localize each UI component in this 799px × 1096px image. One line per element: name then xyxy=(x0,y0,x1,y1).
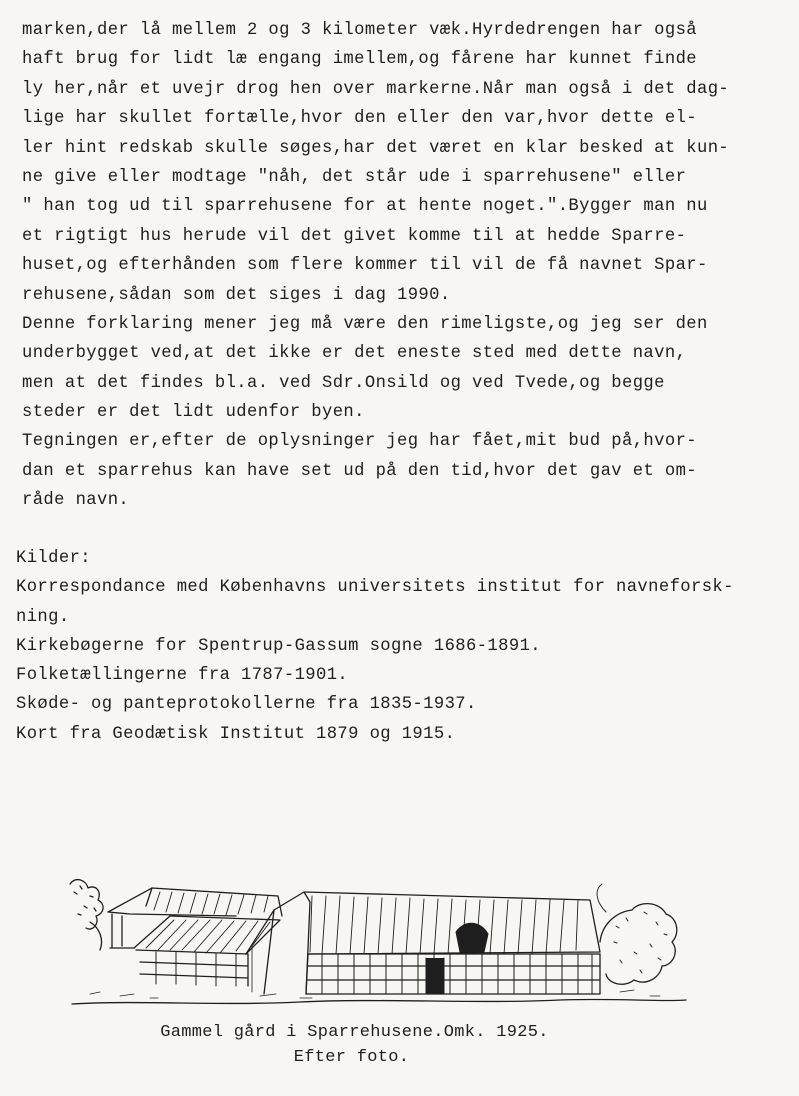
body-text xyxy=(22,16,792,516)
source-item: Kort fra Geodætisk Institut 1879 og 1915. xyxy=(16,724,456,744)
body-line: " han tog ud til sparrehusene for at hente noget.".Bygger man nu xyxy=(22,197,708,217)
sources-section xyxy=(16,544,796,749)
body-line: et rigtigt hus herude vil det givet komme til at hedde Sparre- xyxy=(22,226,687,246)
body-line: råde navn. xyxy=(22,491,130,511)
body-line: Denne forklaring mener jeg må være den rimeligste,og jeg ser den xyxy=(22,314,708,334)
figure-caption: Gammel gård i Sparrehusene.Omk. 1925. xyxy=(160,1023,549,1042)
body-line: marken,der lå mellem 2 og 3 kilometer væk.Hyrdedrengen har også xyxy=(22,21,697,40)
body-line: dan et sparrehus kan have set ud på den tid,hvor det gav et om- xyxy=(22,461,697,481)
body-line: underbygget ved,at det ikke er det eneste sted med dette navn, xyxy=(22,344,687,364)
source-item: Skøde- og panteprotokollerne fra 1835-1937. xyxy=(16,695,477,715)
body-line: men at det findes bl.a. ved Sdr.Onsild og ved Tvede,og begge xyxy=(22,373,665,393)
source-item: Folketællingerne fra 1787-1901. xyxy=(16,666,349,686)
body-line: Tegningen er,efter de oplysninger jeg har fået,mit bud på,hvor- xyxy=(22,432,697,452)
body-line: ne give eller modtage "nåh, det står ude i sparrehusene" eller xyxy=(22,167,687,187)
body-line: haft brug for lidt læ engang imellem,og fårene har kunnet finde xyxy=(22,50,697,70)
body-line: lige har skullet fortælle,hvor den eller den var,hvor dette el- xyxy=(22,109,697,129)
source-item: Korrespondance med Københavns universitets institut for navneforsk- xyxy=(16,578,734,598)
body-line: steder er det lidt udenfor byen. xyxy=(22,403,365,423)
body-line: huset,og efterhånden som flere kommer til vil de få navnet Spar- xyxy=(22,256,708,276)
body-line: ly her,når et uvejr drog hen over markerne.Når man også i det dag- xyxy=(22,79,730,99)
sources-heading: Kilder: xyxy=(16,549,91,568)
source-item: ning. xyxy=(16,607,70,627)
figure-caption-source: Efter foto. xyxy=(293,1048,410,1067)
body-line: rehusene,sådan som det siges i dag 1990. xyxy=(22,285,451,305)
source-item: Kirkebøgerne for Spentrup-Gassum sogne 1686-1891. xyxy=(16,636,541,656)
farmhouse-drawing xyxy=(60,862,690,1022)
body-line: ler hint redskab skulle søges,har det været en klar besked at kun- xyxy=(22,138,730,158)
